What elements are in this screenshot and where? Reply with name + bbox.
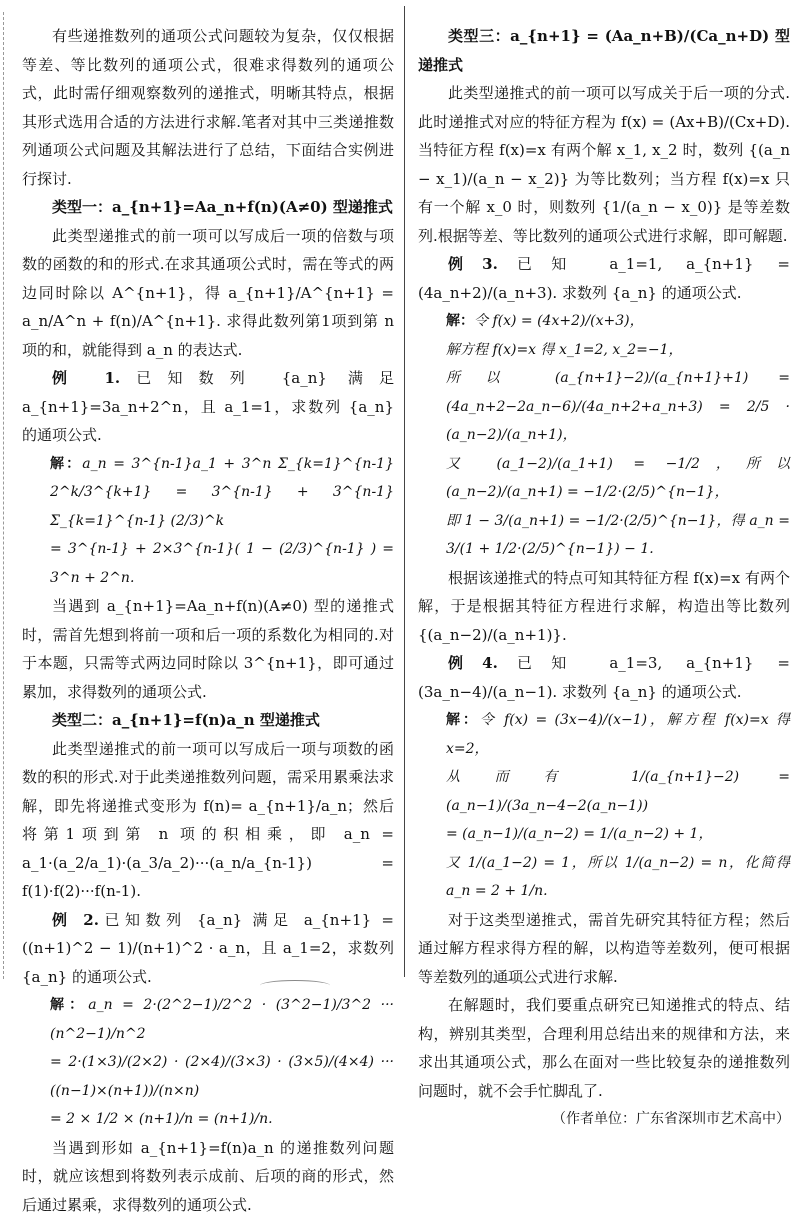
example2-solution-label: 解：	[50, 997, 88, 1013]
example4-text: 已知 a_1=3, a_{n+1} = (3a_n−4)/(a_n−1). 求数列 {a_n} 的通项公式.	[418, 654, 790, 701]
type3-heading: 类型三：a_{n+1} = (Aa_n+B)/(Ca_n+D) 型递推式	[418, 22, 790, 79]
example1-solution-label: 解：	[50, 456, 82, 472]
right-column	[418, 22, 790, 1134]
type3-remark: 对于这类型递推式，需首先研究其特征方程；然后通过解方程求得方程的解，以构造等差数列，便可根据等差数列的通项公式进行求解.	[418, 906, 790, 992]
example2-solution-eq1: a_n = 2·(2^2−1)/2^2 · (3^2−1)/3^2 ··· (n^2−1)/n^2	[50, 997, 394, 1042]
example3-solution-line1	[418, 307, 790, 336]
type2-remark: 当遇到形如 a_{n+1}=f(n)a_n 的递推数列问题时，就应该想到将数列表示成前、后项的商的形式，然后通过累乘，求得数列的通项公式.	[22, 1134, 394, 1219]
example1-text: 已知数列 {a_n} 满足 a_{n+1}=3a_n+2^n，且 a_1=1，求数列 {a_n} 的通项公式.	[22, 369, 394, 444]
binding-margin-line	[3, 12, 4, 979]
example4	[418, 649, 790, 706]
example3-text: 已知 a_1=1, a_{n+1} = (4a_n+2)/(a_n+3). 求数列 {a_n} 的通项公式.	[418, 255, 790, 302]
example3-solution-eq1: 令 f(x) = (4x+2)/(x+3)，	[474, 313, 644, 329]
example4-solution-line4: 又 1/(a_1−2) = 1，所以 1/(a_n−2) = n，化简得 a_n = 2 + 1/n.	[418, 849, 790, 906]
example1-solution-line1	[22, 450, 394, 536]
example3	[418, 250, 790, 307]
example2-solution-line3: = 2 × 1/2 × (n+1)/n = (n+1)/n.	[22, 1105, 394, 1134]
page-edge-arc-right	[470, 980, 540, 991]
author-affiliation: （作者单位：广东省深圳市艺术高中）	[418, 1105, 790, 1134]
example4-solution-line1	[418, 706, 790, 763]
page-edge-arc-left	[260, 980, 330, 991]
example3-solution-line5: 即 1 − 3/(a_n+1) = −1/2·(2/5)^{n−1}，得 a_n = 3/(1 + 1/2·(2/5)^{n−1}) − 1.	[418, 507, 790, 564]
column-divider	[404, 6, 405, 977]
conclusion-paragraph: 在解题时，我们要重点研究已知递推式的特点、结构，辨别其类型，合理利用总结出来的规律和方法，来求出其通项公式，那么在面对一些比较复杂的递推数列问题时，就不会手忙脚乱了.	[418, 991, 790, 1105]
example2-solution-line1	[22, 991, 394, 1048]
example3-solution-line4: 又 (a_1−2)/(a_1+1) = −1/2，所以 (a_n−2)/(a_n+1) = −1/2·(2/5)^{n−1}，	[418, 450, 790, 507]
example4-solution-line3: = (a_n−1)/(a_n−2) = 1/(a_n−2) + 1，	[418, 820, 790, 849]
type1-remark: 当遇到 a_{n+1}=Aa_n+f(n)(A≠0) 型的递推式时，需首先想到将前一项和后一项的系数化为相同的.对于本题，只需等式两边同时除以 3^{n+1}，即可通过累加，求得数列的通项公式.	[22, 592, 394, 706]
intro-paragraph: 有些递推数列的通项公式问题较为复杂，仅仅根据等差、等比数列的通项公式，很难求得数列的通项公式，此时需仔细观察数列的递推式，明晰其特点，根据其形式选用合适的方法进行求解.笔者对其中三类递推数列通项公式问题及其解法进行了总结，下面结合实例进行探讨.	[22, 22, 394, 193]
example2	[22, 906, 394, 992]
type1-heading: 类型一：a_{n+1}=Aa_n+f(n)(A≠0) 型递推式	[22, 193, 394, 222]
example3-solution-line2: 解方程 f(x)=x 得 x_1=2, x_2=−1，	[418, 336, 790, 365]
type3-explanation: 此类型递推式的前一项可以写成关于后一项的分式.此时递推式对应的特征方程为 f(x) = (Ax+B)/(Cx+D). 当特征方程 f(x)=x 有两个解 x_1, x_2 时，数列 {(a_n − x_1)/(a_n − x_2)} 为等比数列；当方程 f(x)=x 只有一个解 x_0 时，则数列 {1/(a_n − x_0)} 是等差数列.根据等差、等比数列的通项公式进行求解，即可解题.	[418, 79, 790, 250]
left-column	[22, 22, 394, 1219]
example2-label: 例 2.	[52, 911, 99, 929]
example4-solution-line2: 从而有 1/(a_{n+1}−2) = (a_n−1)/(3a_n−4−2(a_n−1))	[418, 763, 790, 820]
example3-solution-line3: 所以 (a_{n+1}−2)/(a_{n+1}+1) = (4a_n+2−2a_n−6)/(4a_n+2+a_n+3) = 2/5 · (a_n−2)/(a_n+1)，	[418, 364, 790, 450]
example4-solution-eq1: 令 f(x) = (3x−4)/(x−1)，解方程 f(x)=x 得 x=2，	[446, 712, 790, 757]
example2-solution-line2: = 2·(1×3)/(2×2) · (2×4)/(3×3) · (3×5)/(4×4) ··· ((n−1)×(n+1))/(n×n)	[22, 1048, 394, 1105]
example3-solution-label: 解：	[446, 313, 474, 329]
example3-remark: 根据该递推式的特点可知其特征方程 f(x)=x 有两个解，于是根据其特征方程进行求解，构造出等比数列 {(a_n−2)/(a_n+1)}.	[418, 564, 790, 650]
example1-solution-eq1: a_n = 3^{n-1}a_1 + 3^n Σ_{k=1}^{n-1} 2^k/3^{k+1} = 3^{n-1} + 3^{n-1} Σ_{k=1}^{n-1} (2/3)^k	[50, 456, 394, 529]
example1	[22, 364, 394, 450]
example1-label: 例 1.	[52, 369, 120, 387]
type2-explanation: 此类型递推式的前一项可以写成后一项与项数的函数的积的形式.对于此类递推数列问题，需采用累乘法求解，即先将递推式变形为 f(n)= a_{n+1}/a_n；然后将第1项到第 n 项的积相乘，即 a_n = a_1·(a_2/a_1)·(a_3/a_2)···(a_n/a_{n-1}) = f(1)·f(2)···f(n-1).	[22, 735, 394, 906]
example4-label: 例4.	[448, 654, 498, 672]
example3-label: 例3.	[448, 255, 498, 273]
example1-solution-line2: = 3^{n-1} + 2×3^{n-1}( 1 − (2/3)^{n-1} ) = 3^n + 2^n.	[22, 535, 394, 592]
example4-solution-label: 解：	[446, 712, 480, 728]
type2-heading: 类型二：a_{n+1}=f(n)a_n 型递推式	[22, 706, 394, 735]
example2-text: 已知数列 {a_n} 满足 a_{n+1} = ((n+1)^2 − 1)/(n+1)^2 · a_n，且 a_1=2，求数列 {a_n} 的通项公式.	[22, 911, 394, 986]
type1-explanation: 此类型递推式的前一项可以写成后一项的倍数与项数的函数的和的形式.在求其通项公式时，需在等式的两边同时除以 A^{n+1}，得 a_{n+1}/A^{n+1} = a_n/A^n + f(n)/A^{n+1}. 求得此数列第1项到第 n 项的和，就能得到 a_n 的表达式.	[22, 222, 394, 365]
